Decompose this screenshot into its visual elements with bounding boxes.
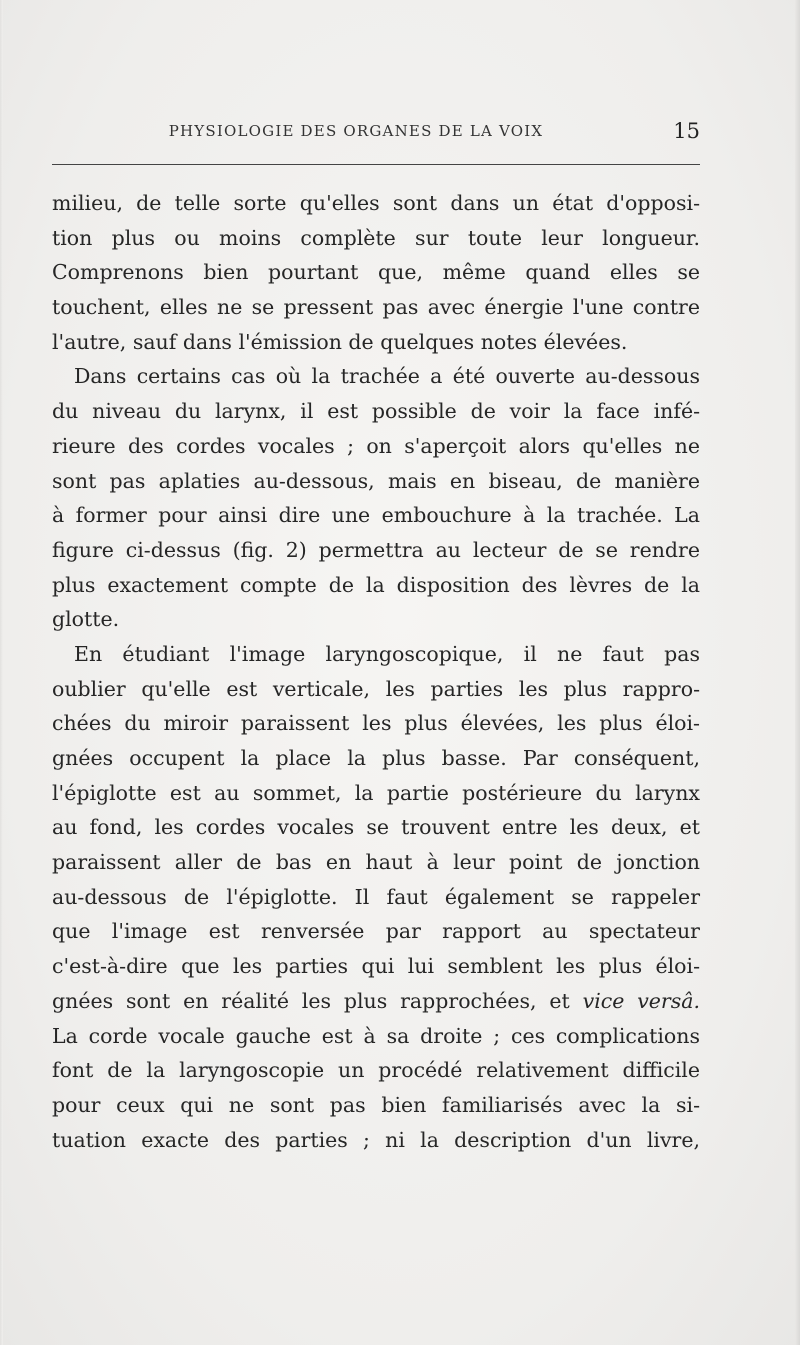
text-line-6: Dans certains cas où la trachée a été ouverte au-dessous [74,364,700,389]
running-header-title: PHYSIOLOGIE DES ORGANES DE LA VOIX [168,122,544,140]
text-line-21: au-dessous de l'épiglotte. Il faut également se rappeler [52,884,700,909]
text-line-7: du niveau du larynx, il est possible de voir la face infé- [52,399,700,424]
italic-phrase: vice versâ. [582,988,700,1013]
text-line-17: gnées occupent la place la plus basse. Par conséquent, [52,746,700,770]
header-rule [52,164,700,165]
text-line-8: rieure des cordes vocales ; on s'aperçoit alors qu'elles ne [52,433,700,458]
text-line-5: l'autre, sauf dans l'émission de quelques notes élevées. [52,329,628,354]
text-line-24-roman: gnées sont en réalité les plus rapprochées, et [52,988,570,1013]
page-number: 15 [673,119,700,143]
page-right-edge [795,0,800,1345]
text-line-2: tion plus ou moins complète sur toute leur longueur. [52,225,700,250]
text-line-28: tuation exacte des parties ; ni la description d'un livre, [52,1127,700,1152]
text-line-13: glotte. [52,607,120,632]
text-line-4: touchent, elles ne se pressent pas avec énergie l'une contre [52,295,700,320]
text-line-18: l'épiglotte est au sommet, la partie postérieure du larynx [52,780,700,805]
body-text [52,186,700,1157]
text-line-23: c'est-à-dire que les parties qui lui semblent les plus éloi- [52,954,700,979]
text-line-9: sont pas aplaties au-dessous, mais en biseau, de manière [52,468,700,493]
text-line-24 [52,984,700,1019]
text-line-1: milieu, de telle sorte qu'elles sont dans un état d'opposi- [52,191,700,215]
text-line-26: font de la laryngoscopie un procédé relativement difficile [52,1058,700,1083]
text-line-25: La corde vocale gauche est à sa droite ; ces complications [52,1023,700,1048]
running-header [52,120,700,150]
text-line-12: plus exactement compte de la disposition des lèvres de la [52,572,700,597]
text-line-27: pour ceux qui ne sont pas bien familiarisés avec la si- [52,1092,700,1117]
text-line-3: Comprenons bien pourtant que, même quand elles se [52,260,700,285]
page-left-edge [0,0,3,1345]
text-line-11: figure ci-dessus (fig. 2) permettra au lecteur de se rendre [52,537,700,562]
text-line-14: En étudiant l'image laryngoscopique, il ne faut pas [74,641,700,666]
text-line-10: à former pour ainsi dire une embouchure à la trachée. La [52,503,700,528]
text-line-19: au fond, les cordes vocales se trouvent entre les deux, et [52,815,700,840]
text-line-22: que l'image est renversée par rapport au spectateur [52,919,700,944]
text-line-20: paraissent aller de bas en haut à leur point de jonction [52,850,700,875]
text-line-15: oublier qu'elle est verticale, les parties les plus rappro- [52,676,700,701]
text-line-16: chées du miroir paraissent les plus élevées, les plus éloi- [52,711,700,736]
